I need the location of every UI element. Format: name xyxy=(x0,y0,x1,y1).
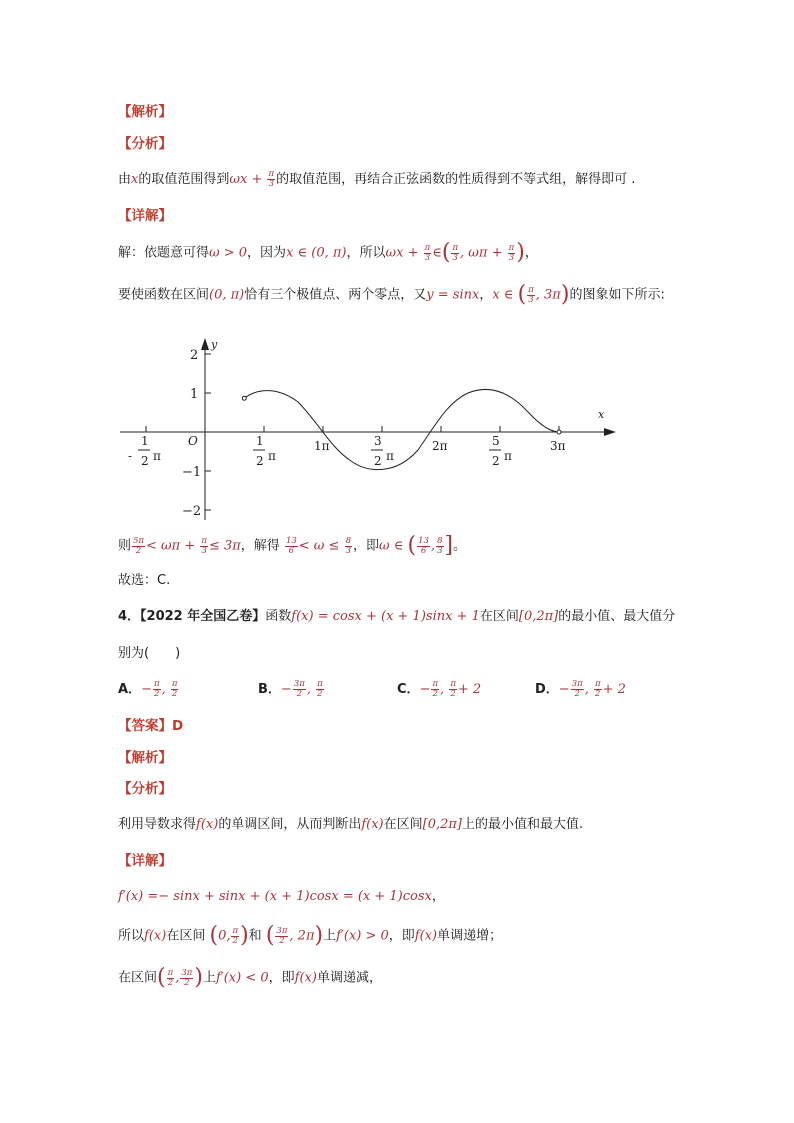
svg-text:π: π xyxy=(386,449,394,463)
answer-line: 【答案】D xyxy=(118,718,184,734)
option-a[interactable]: A．− $\frac{\pi}{2}$ , $\frac{\pi}{2}$ xyxy=(118,679,178,699)
x-tick-label-five-halves-pi xyxy=(489,434,512,468)
fraction: $\frac{\pi}{2}$ xyxy=(153,679,160,699)
fraction: $\frac{13}{6}$ xyxy=(418,535,429,556)
fraction: $\frac{3\pi}{2}$ xyxy=(276,925,288,946)
fraction: $\frac{\pi}{2}$ xyxy=(432,679,439,699)
fraction: $\frac{\pi}{2}$ xyxy=(594,679,601,699)
detail-tag: 【详解】 xyxy=(118,208,172,224)
option-b[interactable]: B．− $\frac{3\pi}{2}$ , $\frac{\pi}{2}$ xyxy=(258,679,323,699)
x-tick-label: 2π xyxy=(432,439,448,453)
fraction: $\frac{3\pi}{2}$ xyxy=(181,967,193,988)
x-tick-label-neg-half-pi xyxy=(128,434,161,468)
fraction: $\frac{\pi}{3}$ xyxy=(424,242,431,263)
svg-text:5: 5 xyxy=(492,434,500,448)
y-tick-label: −1 xyxy=(182,465,202,480)
fraction: $\frac{\pi}{2}$ xyxy=(167,967,174,988)
fraction: $\frac{\pi}{3}$ xyxy=(452,242,459,263)
svg-text:π: π xyxy=(268,449,276,463)
q4-breakdown-tag: 【分析】 xyxy=(118,781,172,797)
svg-text:π: π xyxy=(504,449,512,463)
svg-text:3: 3 xyxy=(374,434,382,448)
q4-decreasing-line: 在区间( $\frac{\pi}{2}$ , $\frac{3\pi}{2}$ )上f′(x) < 0，即f(x)单调递减， xyxy=(118,965,382,990)
fraction: $\frac{\pi}{3}$ xyxy=(201,535,207,556)
origin-label: O xyxy=(188,434,198,448)
fraction: $\frac{\pi}{3}$ xyxy=(508,242,515,263)
q4-stem-line2: 别为( ) xyxy=(118,646,181,661)
q3-requirement-line: 要使函数在区间(0, π)恰有三个极值点、两个零点，又y = sinx，x ∈ ( $\frac{\pi}{3}$ , 3π)的图象如下所示: xyxy=(118,282,665,307)
q4-detail-tag: 【详解】 xyxy=(118,853,172,869)
svg-text:2: 2 xyxy=(492,454,500,468)
breakdown-tag: 【分析】 xyxy=(118,136,172,152)
sine-graph-svg xyxy=(118,332,628,527)
y-axis-arrow-icon xyxy=(201,338,209,350)
q4-options xyxy=(118,680,678,702)
fraction: $\frac{5\pi}{2}$ xyxy=(133,535,145,556)
x-tick-label: 3π xyxy=(550,439,566,453)
option-d[interactable]: D．− $\frac{3\pi}{2}$ , $\frac{\pi}{2}$ + 2 xyxy=(535,679,626,699)
x-tick-label-three-halves-pi xyxy=(371,434,394,468)
option-c[interactable]: C．− $\frac{\pi}{2}$ , $\frac{\pi}{2}$ + 2 xyxy=(397,679,482,699)
svg-text:2: 2 xyxy=(374,454,382,468)
fraction: $\frac{\pi}{3}$ xyxy=(268,169,275,189)
q3-conclusion-line: 则 $\frac{5\pi}{2}$ < ωπ + $\frac{\pi}{3}$ ≤ 3π，解得 $\frac{13}{6}$ < ω ≤ $\frac{8}{3}$ ，即ω ∈ ( $\frac{13}{6}$ , $\frac{8}{3}$ ]。 xyxy=(118,533,467,558)
fraction: $\frac{13}{6}$ xyxy=(285,535,297,556)
fraction: $\frac{8}{3}$ xyxy=(437,535,443,556)
x-tick-label: 1π xyxy=(314,439,330,453)
svg-text:π: π xyxy=(153,449,161,463)
svg-text:2: 2 xyxy=(256,454,264,468)
y-tick-label: 2 xyxy=(190,348,199,363)
q3-detail-line: 解：依题意可得ω > 0，因为x ∈ (0, π)，所以ωx + $\frac{\pi}{3}$ ∈( $\frac{\pi}{3}$ , ωπ + $\frac{\pi}{3}$ )， xyxy=(118,240,538,265)
fraction: $\frac{3\pi}{2}$ xyxy=(571,679,583,699)
y-axis-label: y xyxy=(211,338,218,351)
fraction: $\frac{\pi}{2}$ xyxy=(232,925,239,946)
q4-analysis-tag: 【解析】 xyxy=(118,750,172,766)
svg-text:1: 1 xyxy=(141,434,149,448)
x-axis-arrow-icon xyxy=(604,428,616,436)
fraction: $\frac{\pi}{3}$ xyxy=(528,284,534,305)
svg-text:1: 1 xyxy=(256,434,264,448)
q4-derivative-line: f′(x) =− sinx + sinx + (x + 1)cosx = (x + 1)cosx， xyxy=(118,889,445,904)
x-axis-label: x xyxy=(598,408,605,421)
sine-graph xyxy=(118,332,628,531)
x-tick-label-half-pi xyxy=(253,434,276,468)
q4-analysis-text: 利用导数求得f(x)的单调区间，从而判断出f(x)在区间[0,2π]上的最小值和最大值. xyxy=(118,817,584,832)
fraction: $\frac{\pi}{2}$ xyxy=(317,679,323,699)
q3-choice: 故选：C. xyxy=(118,573,171,588)
y-tick-label: −2 xyxy=(182,504,202,519)
analysis-tag: 【解析】 xyxy=(118,104,172,120)
open-endpoint xyxy=(242,396,246,400)
svg-text:-: - xyxy=(128,449,133,463)
q4-increasing-line: 所以f(x)在区间 (0, $\frac{\pi}{2}$ )和 ( $\frac{3\pi}{2}$ , 2π)上f′(x) > 0，即f(x)单调递增； xyxy=(118,923,503,948)
q4-stem-line1: 4．【2022 年全国乙卷】函数f(x) = cosx + (x + 1)sinx + 1在区间[0,2π]的最小值、最大值分 xyxy=(118,609,676,624)
q3-analysis-text: 由x的取值范围得到ωx + $\frac{\pi}{3}$ 的取值范围，再结合正弦函数的性质得到不等式组，解得即可 . xyxy=(118,169,636,189)
y-tick-label: 1 xyxy=(190,387,199,402)
fraction: $\frac{8}{3}$ xyxy=(345,535,351,556)
fraction: $\frac{\pi}{2}$ xyxy=(171,679,178,699)
fraction: $\frac{3\pi}{2}$ xyxy=(293,679,305,699)
fraction: $\frac{\pi}{2}$ xyxy=(450,679,456,699)
open-endpoint xyxy=(557,430,561,434)
svg-text:2: 2 xyxy=(141,454,149,468)
